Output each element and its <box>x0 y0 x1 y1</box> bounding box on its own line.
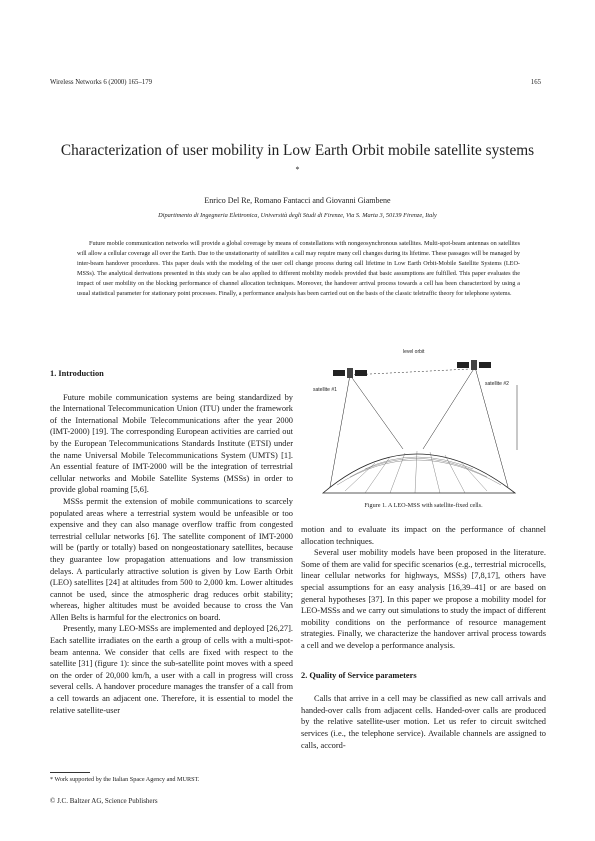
intro-paragraph-1: Future mobile communication systems are being standardized by the International Telecommunication Union (ITU) under the framework of the International Mobile Telecommunications after the year 2000 (IMT-2000) [19]. The corresponding European activities are carried out by the European Telecommunications Standards Institute (ETSI) under the name Universal Mobile Telecommunications System (UMTS) [1]. An essential feature of IMT-2000 will be the integration of terrestrial cellular networks and Mobile Satellite Systems (MSSs) in order to provide global roaming [5,6]. <box>50 392 293 495</box>
running-header-journal: Wireless Networks 6 (2000) 165–179 <box>50 79 153 86</box>
intro-continuation-1: motion and to evaluate its impact on the performance of channel allocation techniques. <box>301 525 546 546</box>
left-column <box>50 368 293 716</box>
intro-paragraph-3: Presently, many LEO-MSSs are implemented and deployed [26,27]. Each satellite irradiates on the earth a group of cells with a multi-spot-beam antenna. We consider that cells are fixed with respect to the satellite [31] (figure 1): since the sub-satellite point moves with a speed on the order of 20,000 km/h, a user with a call in progress will cross several cells. A handover procedure manages the transfer of a call from a cell towards an adjacent one. Therefore, it is essential to model the relative satellite-user <box>50 624 293 715</box>
section-heading-qos: 2. Quality of Service parameters <box>301 670 417 680</box>
qos-paragraph-1: Calls that arrive in a cell may be classified as new call arrivals and handed-over calls from adjacent cells. Handed-over calls are produced by the relative satellite-user motion. Let us refer to circuit switched services (i.e., the telephone service). Available channels are assigned to calls, accord- <box>301 694 546 750</box>
figure-1-leo-mss-diagram <box>305 345 535 495</box>
intro-paragraph-2: MSSs permit the extension of mobile communications to scarcely populated areas where a terrestrial system would be unfeasible or too expensive and they can also manage overflow traffic from congested terrestrial cellular networks [6]. The satellite component of IMT-2000 will be (partly or totally) based on nongeostationary satellites, because they guarantee low propagation attenuations and low transmission delays. A particularly attractive solution is given by Low Earth Orbit (LEO) satellites [24] at altitudes from 500 to 2,000 km. Lower altitudes cannot be used, since the atmospheric drag reduces orbit stability; whereas, higher altitudes must be avoided because to cross the Van Allen Belts is harmful for the electronics on board. <box>50 496 293 622</box>
intro-continuation-2: Several user mobility models have been proposed in the literature. Some of them are valid for specific scenarios (e.g., terrestrial microcells, linear cellular networks for highways, MSSs) [7,8,17], others have special assumptions for an easy analysis [16,39–41] or are based on general hypotheses [37]. In this paper we propose a mobility model for LEO-MSSs and we carry out simulations to study the impact of different mobility conditions on the performance of resource management strategies. Finally, we characterize the handover arrival process towards a cell and we develop a performance analysis. <box>301 548 546 650</box>
title-footnote-mark: * <box>295 165 300 174</box>
satellite-1 <box>333 368 367 378</box>
affiliation: Dipartimento di Ingegneria Elettronica, Università degli Studi di Firenze, Via S. Marta 3, 50139 Firenze, Italy <box>158 212 437 219</box>
author-list: Enrico Del Re, Romano Fantacci and Giovanni Giambene <box>204 196 391 205</box>
paper-title-text: Characterization of user mobility in Low Earth Orbit mobile satellite systems <box>60 142 535 159</box>
abstract: Future mobile communication networks will provide a global coverage by means of constellations with nongeosynchronous satellites. Multi-spot-beam antennas on satellites will allow a cellular coverage all over the Earth. Due to the unstationarity of satellites a call may require many cell changes during its lifetime. These passages will be managed by inter-beam handover procedures. This paper deals with the modeling of the user cell change process during call lifetime in Low Earth Orbit-Mobile Satellite Systems (LEO-MSSs). The analytical derivations presented in this study can be also applied to different mobility models provided that basic assumptions are fulfilled. This paper evaluates the impact of user mobility on the blocking performance of channel allocation techniques. Moreover, the handover arrival process towards a cell has been characterized by using a usual statistical parameter for stationary point processes. Finally, a performance analysis has been carried out on the basis of the classic teletraffic theory for telephone systems. <box>77 240 520 297</box>
page-number: 165 <box>530 79 541 86</box>
satellite-2 <box>457 360 491 370</box>
right-column <box>301 524 546 751</box>
footnote-rule <box>50 772 90 773</box>
copyright-notice: © J.C. Baltzer AG, Science Publishers <box>50 797 158 805</box>
section-heading-introduction: 1. Introduction <box>50 369 104 378</box>
figure-label-orbit: level orbit <box>403 349 425 355</box>
paper-title <box>60 141 535 181</box>
figure-label-satellite-2: satellite #2 <box>485 381 509 387</box>
figure-1-caption: Figure 1. A LEO-MSS with satellite-fixed cells. <box>364 502 483 509</box>
footnote: * Work supported by the Italian Space Agency and MURST. <box>50 776 200 783</box>
figure-label-satellite-1: satellite #1 <box>313 387 337 393</box>
